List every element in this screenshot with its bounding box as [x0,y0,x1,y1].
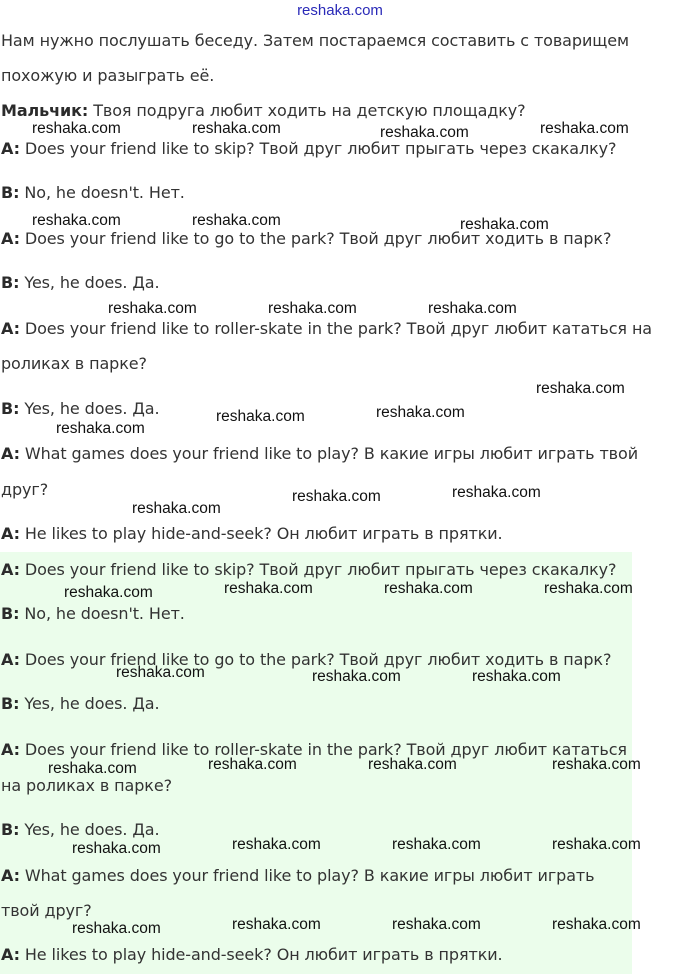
watermark-text: reshaka.com [224,580,313,597]
line-text: Does your friend like to go to the park? Твой друг любит ходить в парк? [19,229,612,248]
site-header-link[interactable]: reshaka.com [297,2,383,19]
line-text: Does your friend like to skip? Твой друг любит прыгать через скакалку? [19,560,617,579]
speaker-label: A: [1,524,20,543]
line-text: He likes to play hide-and-seek? Он любит играть в прятки. [19,524,503,543]
speaker-label: B: [1,273,20,292]
line-text: твой друг? [1,901,92,920]
watermark-text: reshaka.com [292,488,381,505]
watermark-text: reshaka.com [208,756,297,773]
watermark-text: reshaka.com [192,120,281,137]
dialogue-line [1,444,638,464]
watermark-text: reshaka.com [32,212,121,229]
dialogue-line [1,480,48,500]
watermark-text: reshaka.com [72,840,161,857]
watermark-text: reshaka.com [268,300,357,317]
dialogue-line [1,740,627,760]
dialogue-line [1,560,616,580]
watermark-text: reshaka.com [544,580,633,597]
line-text: Does your friend like to roller-skate in the park? Твой друг любит кататься [19,740,627,759]
dialogue-line [1,354,147,374]
line-text: друг? [1,480,49,499]
dialogue-line [1,694,159,714]
speaker-label: A: [1,229,20,248]
watermark-text: reshaka.com [132,500,221,517]
watermark-text: reshaka.com [48,760,137,777]
speaker-label: A: [1,139,20,158]
watermark-text: reshaka.com [32,120,121,137]
watermark-text: reshaka.com [232,916,321,933]
watermark-text: reshaka.com [552,756,641,773]
intro-line: Нам нужно послушать беседу. Затем постараемся составить с товарищем [1,31,629,50]
speaker-label: B: [1,399,20,418]
watermark-text: reshaka.com [312,668,401,685]
watermark-text: reshaka.com [64,584,153,601]
line-text: What games does your friend like to play? В какие игры любит играть [19,866,595,885]
watermark-text: reshaka.com [376,404,465,421]
dialogue-line [1,650,611,670]
watermark-text: reshaka.com [192,212,281,229]
watermark-text: reshaka.com [428,300,517,317]
line-text: Does your friend like to skip? Твой друг любит прыгать через скакалку? [19,139,617,158]
line-text: Does your friend like to go to the park? Твой друг любит ходить в парк? [19,650,612,669]
watermark-text: reshaka.com [116,664,205,681]
line-text: роликах в парке? [1,354,147,373]
speaker-label: A: [1,319,20,338]
dialogue-line [1,524,503,544]
watermark-text: reshaka.com [536,380,625,397]
line-text: What games does your friend like to play? В какие игры любит играть твой [19,444,638,463]
watermark-text: reshaka.com [216,408,305,425]
dialogue-line [1,866,594,886]
line-text: Yes, he does. Да. [19,694,160,713]
speaker-label: B: [1,604,20,623]
speaker-label: B: [1,820,20,839]
watermark-text: reshaka.com [472,668,561,685]
speaker-label: B: [1,183,20,202]
watermark-text: reshaka.com [72,920,161,937]
speaker-label: B: [1,694,20,713]
speaker-label: A: [1,444,20,463]
dialogue-line [1,101,526,121]
watermark-text: reshaka.com [452,484,541,501]
speaker-label: A: [1,945,20,964]
line-text: He likes to play hide-and-seek? Он любит играть в прятки. [19,945,503,964]
dialogue-line [1,183,185,203]
watermark-text: reshaka.com [540,120,629,137]
line-text: No, he doesn't. Нет. [19,604,185,623]
dialogue-line [1,139,616,159]
dialogue-line [1,945,503,965]
line-text: Does your friend like to roller-skate in the park? Твой друг любит кататься на [19,319,653,338]
dialogue-line [1,776,172,796]
dialogue-line [1,901,92,921]
line-text: No, he doesn't. Нет. [19,183,185,202]
dialogue-line [1,319,652,339]
line-text: на роликах в парке? [1,776,172,795]
speaker-label: A: [1,740,20,759]
line-text: Yes, he does. Да. [19,820,160,839]
line-text: Твоя подруга любит ходить на детскую площадку? [88,101,526,120]
watermark-text: reshaka.com [392,836,481,853]
watermark-text: reshaka.com [108,300,197,317]
intro-line: похожую и разыграть её. [1,66,215,85]
watermark-text: reshaka.com [380,124,469,141]
line-text: Yes, he does. Да. [19,399,160,418]
watermark-text: reshaka.com [460,216,549,233]
speaker-label: Мальчик: [1,101,89,120]
speaker-label: A: [1,866,20,885]
watermark-text: reshaka.com [368,756,457,773]
watermark-text: reshaka.com [552,836,641,853]
watermark-text: reshaka.com [56,420,145,437]
watermark-text: reshaka.com [392,916,481,933]
watermark-text: reshaka.com [384,580,473,597]
watermark-text: reshaka.com [232,836,321,853]
line-text: Yes, he does. Да. [19,273,160,292]
watermark-text: reshaka.com [552,916,641,933]
dialogue-line [1,820,159,840]
dialogue-line [1,399,159,419]
speaker-label: A: [1,650,20,669]
dialogue-line [1,604,185,624]
dialogue-line [1,273,159,293]
speaker-label: A: [1,560,20,579]
